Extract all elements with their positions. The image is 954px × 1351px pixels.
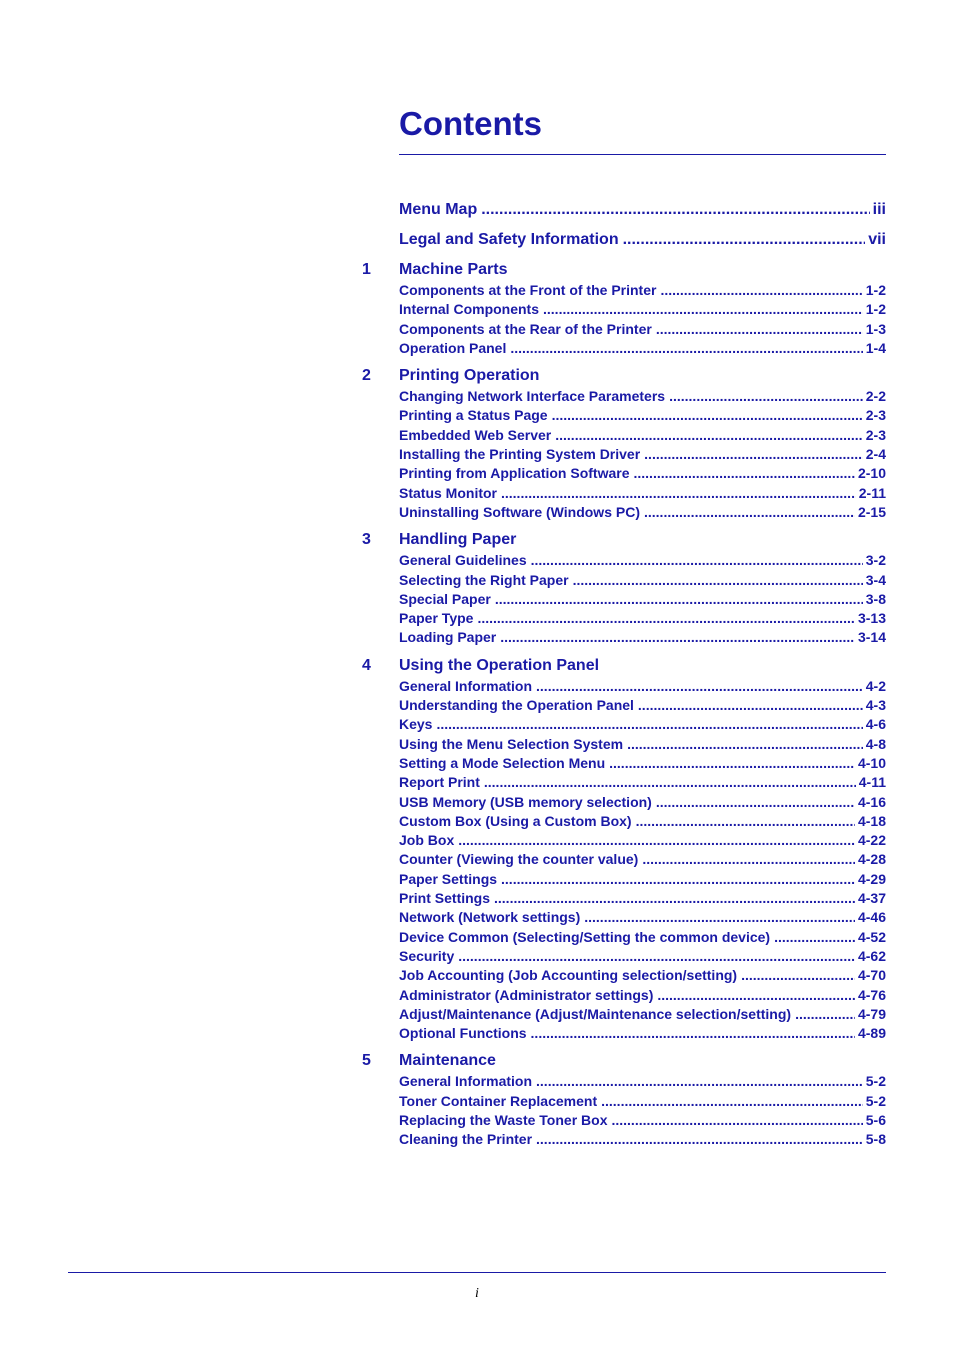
chapter-heading-link[interactable]: [362, 259, 886, 281]
toc-entry-link[interactable]: [399, 484, 886, 503]
dot-leader: [458, 831, 855, 850]
toc-entry-link[interactable]: [399, 609, 886, 628]
toc-entry-page: 2-3: [865, 407, 886, 424]
chapter-number: 5: [362, 1052, 371, 1070]
toc-entry-title: Print Settings: [399, 890, 491, 907]
toc-entry-link[interactable]: [399, 445, 886, 464]
toc-entry-link[interactable]: [399, 628, 886, 647]
chapter-number: 4: [362, 656, 371, 674]
toc-entry-page: iii: [872, 201, 886, 218]
top-level-entries: [362, 199, 886, 251]
toc-entry-page: 1-3: [865, 320, 886, 337]
toc-entry-page: 4-18: [857, 812, 886, 829]
dot-leader: [638, 696, 863, 715]
toc-entry-link[interactable]: [399, 300, 886, 319]
toc-entry-page: 3-8: [865, 590, 886, 607]
toc-entry-title: Network (Network settings): [399, 909, 581, 926]
toc-entry-link[interactable]: [399, 281, 886, 300]
dot-leader: [656, 793, 855, 812]
toc-entry-link[interactable]: [399, 850, 886, 869]
toc-entry-title: Components at the Rear of the Printer: [399, 320, 652, 337]
chapter-number: 1: [362, 261, 371, 278]
dot-leader: [494, 889, 855, 908]
dot-leader: [536, 1072, 863, 1091]
dot-leader: [458, 947, 855, 966]
toc-entry-page: 5-2: [865, 1092, 886, 1109]
dot-leader: [501, 484, 856, 503]
footer-divider: [68, 1272, 886, 1273]
dot-leader: [611, 1111, 862, 1130]
dot-leader: [510, 339, 862, 358]
page-number: i: [475, 1286, 479, 1301]
toc-entry-link[interactable]: [399, 773, 886, 792]
dot-leader: [555, 426, 863, 445]
dot-leader: [584, 908, 855, 927]
chapter-section: [362, 365, 886, 522]
chapter-section: [362, 655, 886, 1044]
toc-entry-page: 3-13: [857, 610, 886, 627]
toc-entry-page: 3-14: [857, 629, 886, 646]
toc-entry-title: Toner Container Replacement: [399, 1092, 598, 1109]
toc-entry-link[interactable]: [399, 696, 886, 715]
toc-entry-page: 4-52: [857, 928, 886, 945]
toc-entry-link[interactable]: [399, 870, 886, 889]
toc-entry-page: 1-4: [865, 339, 886, 356]
toc-entry-link[interactable]: [399, 754, 886, 773]
toc-entry-page: 1-2: [865, 282, 886, 298]
toc-entry-page: 4-70: [857, 967, 886, 984]
toc-entry-title: Adjust/Maintenance (Adjust/Maintenance selection/setting): [399, 1005, 792, 1022]
toc-entry-page: 4-29: [857, 870, 886, 887]
toc-entry-page: 3-4: [865, 571, 886, 588]
dot-leader: [573, 571, 863, 590]
toc-entry-link[interactable]: [399, 1072, 886, 1091]
toc-entry-link[interactable]: [399, 1024, 886, 1043]
toc-entry-title: Components at the Front of the Printer: [399, 282, 657, 298]
toc-entry-link[interactable]: [399, 571, 886, 590]
dot-leader: [642, 850, 855, 869]
toc-entry-link[interactable]: [399, 426, 886, 445]
chapter-heading-link[interactable]: [362, 1050, 886, 1072]
toc-entry-title: Internal Components: [399, 301, 540, 318]
dot-leader: [657, 986, 855, 1005]
toc-entry-title: General Information: [399, 677, 533, 694]
dot-leader: [500, 628, 855, 647]
dot-leader: [481, 199, 869, 221]
dot-leader: [531, 551, 863, 570]
dot-leader: [644, 503, 855, 522]
toc-entry-link[interactable]: [399, 928, 886, 947]
toc-entry-link[interactable]: [399, 1092, 886, 1111]
toc-entry-link[interactable]: [399, 199, 886, 221]
toc-entry-link[interactable]: [399, 812, 886, 831]
toc-entry-title: Menu Map: [399, 201, 478, 218]
chapter-title: Machine Parts: [399, 261, 508, 278]
toc-entry-title: Selecting the Right Paper: [399, 571, 569, 588]
chapter-title: Using the Operation Panel: [399, 656, 600, 674]
toc-entry-title: Setting a Mode Selection Menu: [399, 754, 606, 771]
dot-leader: [501, 870, 855, 889]
toc-entry-link[interactable]: [399, 229, 886, 251]
toc-entry-link[interactable]: [399, 464, 886, 483]
dot-leader: [436, 715, 862, 734]
toc-entry-link[interactable]: [399, 406, 886, 425]
toc-entry-page: 3-2: [865, 552, 886, 569]
toc-entry-link[interactable]: [399, 889, 886, 908]
dot-leader: [495, 590, 863, 609]
toc-entry-link[interactable]: [399, 339, 886, 358]
dot-leader: [536, 677, 863, 696]
toc-entry-title: Legal and Safety Information: [399, 231, 619, 248]
chapter-section: [362, 259, 886, 358]
toc-entry-page: 4-62: [857, 947, 886, 964]
toc-entry-title: Special Paper: [399, 590, 491, 607]
toc-entry-title: Report Print: [399, 774, 480, 791]
toc-entry-link[interactable]: [399, 831, 886, 850]
toc-entry-page: 4-46: [857, 909, 886, 926]
chapter-section: [362, 529, 886, 647]
toc-entry-link[interactable]: [399, 1005, 886, 1024]
toc-entry-title: General Information: [399, 1073, 533, 1090]
dot-leader: [552, 406, 863, 425]
chapter-title: Maintenance: [399, 1052, 496, 1070]
dot-leader: [623, 229, 866, 251]
dot-leader: [609, 754, 855, 773]
chapter-number: 3: [362, 531, 371, 549]
dot-leader: [601, 1092, 863, 1111]
toc-entry-page: 4-76: [857, 986, 886, 1003]
toc-entry-title: Counter (Viewing the counter value): [399, 851, 639, 868]
toc-entry-title: Paper Settings: [399, 870, 498, 887]
toc-entry-page: 4-10: [857, 754, 886, 771]
toc-entry-title: Job Accounting (Job Accounting selection/setting): [399, 967, 738, 984]
chapter-heading-link[interactable]: [362, 529, 886, 551]
toc-entry-title: Job Box: [399, 832, 455, 849]
toc-entry-page: 4-28: [857, 851, 886, 868]
toc-entry-page: 4-3: [865, 697, 886, 714]
toc-entry-link[interactable]: [399, 677, 886, 696]
dot-leader: [774, 928, 855, 947]
toc-entry-page: 4-79: [857, 1005, 886, 1022]
toc-entry-page: 2-11: [858, 484, 886, 501]
toc-entry-page: 2-3: [865, 426, 886, 443]
dot-leader: [484, 773, 856, 792]
toc-entry-page: 4-6: [865, 716, 886, 733]
toc-entry-page: 5-6: [865, 1111, 886, 1128]
dot-leader: [543, 300, 863, 319]
toc-entry-title: Printing a Status Page: [399, 407, 548, 424]
toc-entry-page: 4-22: [857, 832, 886, 849]
toc-entry-page: 4-37: [857, 890, 886, 907]
toc-entry-title: Replacing the Waste Toner Box: [399, 1111, 608, 1128]
dot-leader: [531, 1024, 855, 1043]
toc-entry-link[interactable]: [399, 503, 886, 522]
toc-entry-link[interactable]: [399, 966, 886, 985]
toc-entry-link[interactable]: [399, 793, 886, 812]
toc-entry-title: Status Monitor: [399, 484, 497, 501]
toc-entry-title: Uninstalling Software (Windows PC): [399, 503, 640, 520]
toc-entry-title: Security: [399, 947, 455, 964]
dot-leader: [634, 464, 855, 483]
toc-entry-page: 2-10: [857, 465, 886, 482]
toc-entry-page: 1-2: [865, 301, 886, 318]
dot-leader: [795, 1005, 855, 1024]
title-divider: [399, 154, 886, 155]
chapter-title: Printing Operation: [399, 367, 540, 385]
toc-entry-link[interactable]: [399, 387, 886, 406]
toc-entry-page: 2-2: [865, 388, 886, 405]
toc-entry-title: Embedded Web Server: [399, 426, 552, 443]
toc-entry-page: 2-4: [865, 446, 886, 463]
toc-entry-title: Cleaning the Printer: [399, 1131, 533, 1148]
toc-entry-link[interactable]: [399, 320, 886, 339]
toc-entry-title: Device Common (Selecting/Setting the common device): [399, 928, 771, 945]
chapter-list: [362, 259, 886, 1150]
toc-entry-title: Operation Panel: [399, 339, 507, 356]
toc-entry-title: Understanding the Operation Panel: [399, 697, 634, 714]
dot-leader: [644, 445, 863, 464]
toc-entry-title: Printing from Application Software: [399, 465, 630, 482]
toc-entry-title: Using the Menu Selection System: [399, 735, 624, 752]
toc-entry-page: 4-8: [865, 735, 886, 752]
chapter-section: [362, 1050, 886, 1149]
dot-leader: [477, 609, 855, 628]
toc-entry-link[interactable]: [399, 986, 886, 1005]
toc-entry-page: 4-89: [857, 1025, 886, 1042]
dot-leader: [660, 281, 862, 300]
toc-entry-link[interactable]: [399, 1111, 886, 1130]
toc-entry-title: USB Memory (USB memory selection): [399, 793, 652, 810]
toc-entry-link[interactable]: [399, 1130, 886, 1149]
toc-entry-page: 2-15: [857, 503, 886, 520]
chapter-heading-link[interactable]: [362, 365, 886, 387]
dot-leader: [741, 966, 855, 985]
dot-leader: [656, 320, 863, 339]
dot-leader: [669, 387, 863, 406]
toc-entry-title: Paper Type: [399, 610, 474, 627]
chapter-heading-link[interactable]: [362, 655, 886, 677]
toc-entry-page: 5-2: [865, 1073, 886, 1090]
toc-entry-title: General Guidelines: [399, 552, 527, 569]
toc-entry-link[interactable]: [399, 551, 886, 570]
toc-entry-title: Optional Functions: [399, 1025, 527, 1042]
toc-entry-link[interactable]: [399, 735, 886, 754]
table-of-contents: [362, 199, 886, 1150]
page-title: Contents: [399, 105, 542, 142]
toc-entry-page: 4-16: [857, 793, 886, 810]
dot-leader: [627, 735, 863, 754]
dot-leader: [636, 812, 855, 831]
chapter-number: 2: [362, 367, 371, 385]
toc-entry-title: Keys: [399, 716, 433, 733]
toc-entry-page: 4-2: [865, 677, 886, 694]
toc-entry-title: Loading Paper: [399, 629, 497, 646]
toc-entry-link[interactable]: [399, 947, 886, 966]
toc-entry-link[interactable]: [399, 715, 886, 734]
toc-entry-title: Changing Network Interface Parameters: [399, 388, 666, 405]
toc-entry-page: vii: [868, 231, 886, 248]
toc-entry-title: Administrator (Administrator settings): [399, 986, 654, 1003]
toc-entry-title: Installing the Printing System Driver: [399, 446, 641, 463]
toc-entry-page: 4-11: [858, 774, 886, 791]
dot-leader: [536, 1130, 863, 1149]
toc-entry-link[interactable]: [399, 590, 886, 609]
toc-entry-page: 5-8: [865, 1131, 886, 1148]
chapter-title: Handling Paper: [399, 531, 517, 549]
toc-entry-title: Custom Box (Using a Custom Box): [399, 812, 632, 829]
toc-entry-link[interactable]: [399, 908, 886, 927]
